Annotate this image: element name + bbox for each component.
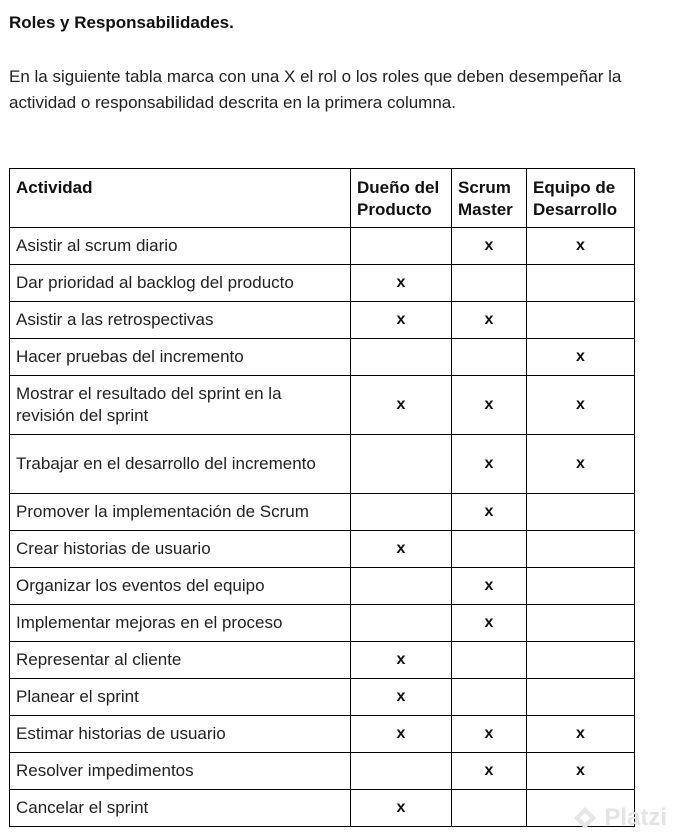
- activity-cell: Trabajar en el desarrollo del incremento: [10, 435, 351, 494]
- product-owner-mark-cell: x: [351, 790, 452, 827]
- table-row: [10, 228, 635, 265]
- product-owner-mark-cell: x: [351, 716, 452, 753]
- activity-cell: Organizar los eventos del equipo: [10, 568, 351, 605]
- scrum-master-mark-cell: x: [452, 435, 527, 494]
- activity-cell: Mostrar el resultado del sprint en la revisión del sprint: [10, 376, 351, 435]
- activity-cell: Resolver impedimentos: [10, 753, 351, 790]
- activity-cell: Dar prioridad al backlog del producto: [10, 265, 351, 302]
- table-row: [10, 302, 635, 339]
- scrum-master-mark-cell: x: [452, 716, 527, 753]
- product-owner-mark-cell: x: [351, 265, 452, 302]
- activity-cell: Estimar historias de usuario: [10, 716, 351, 753]
- scrum-master-mark-cell: [452, 642, 527, 679]
- product-owner-mark-cell: [351, 494, 452, 531]
- product-owner-mark-cell: x: [351, 531, 452, 568]
- dev-team-mark-cell: [527, 531, 635, 568]
- dev-team-mark-cell: [527, 605, 635, 642]
- product-owner-mark-cell: [351, 568, 452, 605]
- scrum-master-mark-cell: x: [452, 228, 527, 265]
- dev-team-mark-cell: x: [527, 435, 635, 494]
- dev-team-mark-cell: x: [527, 716, 635, 753]
- activity-cell: Promover la implementación de Scrum: [10, 494, 351, 531]
- activity-cell: Cancelar el sprint: [10, 790, 351, 827]
- table-row: [10, 494, 635, 531]
- header-scrum-master: Scrum Master: [452, 169, 527, 228]
- table-row: [10, 568, 635, 605]
- activity-cell: Crear historias de usuario: [10, 531, 351, 568]
- activity-cell: Asistir a las retrospectivas: [10, 302, 351, 339]
- table-row: [10, 642, 635, 679]
- activity-cell: Representar al cliente: [10, 642, 351, 679]
- activity-cell: Asistir al scrum diario: [10, 228, 351, 265]
- header-dev-team: Equipo de Desarrollo: [527, 169, 635, 228]
- table-row: [10, 265, 635, 302]
- table-row: [10, 790, 635, 827]
- dev-team-mark-cell: [527, 265, 635, 302]
- scrum-master-mark-cell: x: [452, 302, 527, 339]
- dev-team-mark-cell: [527, 679, 635, 716]
- product-owner-mark-cell: x: [351, 679, 452, 716]
- product-owner-mark-cell: [351, 605, 452, 642]
- scrum-master-mark-cell: [452, 790, 527, 827]
- activity-cell: Implementar mejoras en el proceso: [10, 605, 351, 642]
- scrum-master-mark-cell: [452, 265, 527, 302]
- scrum-master-mark-cell: [452, 679, 527, 716]
- scrum-master-mark-cell: x: [452, 605, 527, 642]
- table-header-row: [10, 169, 635, 228]
- intro-paragraph: En la siguiente tabla marca con una X el rol o los roles que deben desempeñar la actividad o responsabilidad descrita en la primera columna.: [9, 67, 622, 112]
- product-owner-mark-cell: [351, 339, 452, 376]
- table-row: [10, 376, 635, 435]
- table-row: [10, 435, 635, 494]
- product-owner-mark-cell: [351, 435, 452, 494]
- dev-team-mark-cell: x: [527, 339, 635, 376]
- dev-team-mark-cell: [527, 494, 635, 531]
- dev-team-mark-cell: [527, 302, 635, 339]
- roles-table-body: [10, 228, 635, 827]
- table-row: [10, 716, 635, 753]
- dev-team-mark-cell: x: [527, 376, 635, 435]
- activity-cell: Planear el sprint: [10, 679, 351, 716]
- product-owner-mark-cell: [351, 753, 452, 790]
- table-row: [10, 679, 635, 716]
- roles-table: [9, 168, 635, 827]
- scrum-master-mark-cell: x: [452, 376, 527, 435]
- scrum-master-mark-cell: x: [452, 753, 527, 790]
- product-owner-mark-cell: x: [351, 376, 452, 435]
- header-activity: Actividad: [10, 169, 351, 228]
- table-row: [10, 339, 635, 376]
- watermark-brand: Platzi: [604, 804, 667, 831]
- dev-team-mark-cell: [527, 568, 635, 605]
- page-title: Roles y Responsabilidades.: [9, 13, 234, 32]
- table-row: [10, 531, 635, 568]
- header-product-owner: Dueño del Producto: [351, 169, 452, 228]
- table-row: [10, 753, 635, 790]
- product-owner-mark-cell: x: [351, 302, 452, 339]
- product-owner-mark-cell: [351, 228, 452, 265]
- scrum-master-mark-cell: [452, 339, 527, 376]
- scrum-master-mark-cell: x: [452, 494, 527, 531]
- dev-team-mark-cell: [527, 642, 635, 679]
- platzi-watermark: [572, 804, 667, 832]
- activity-cell: Hacer pruebas del incremento: [10, 339, 351, 376]
- dev-team-mark-cell: x: [527, 228, 635, 265]
- table-row: [10, 605, 635, 642]
- dev-team-mark-cell: x: [527, 753, 635, 790]
- platzi-logo-icon: [572, 805, 598, 831]
- product-owner-mark-cell: x: [351, 642, 452, 679]
- scrum-master-mark-cell: x: [452, 568, 527, 605]
- scrum-master-mark-cell: [452, 531, 527, 568]
